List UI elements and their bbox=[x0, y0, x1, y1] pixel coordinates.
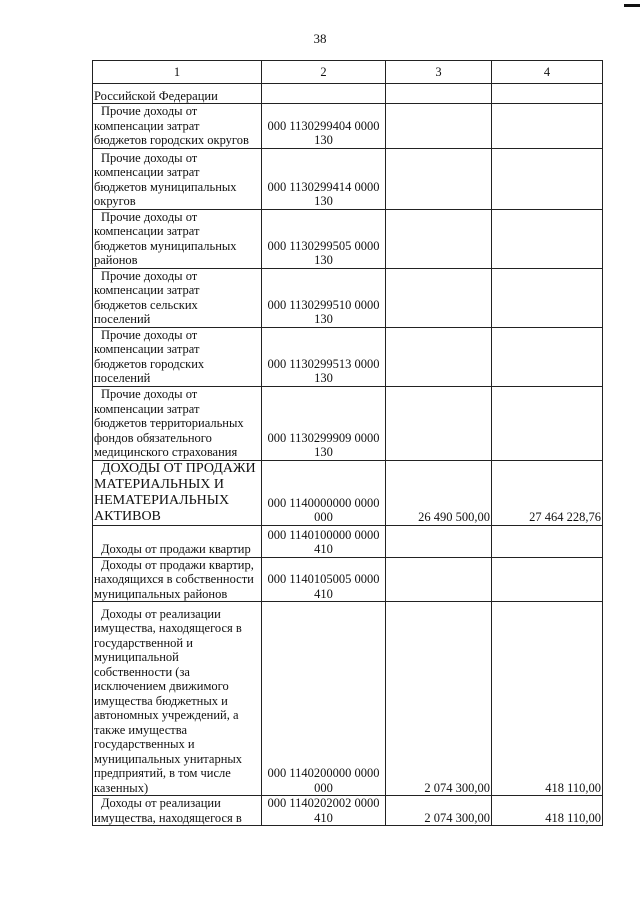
budget-table bbox=[92, 60, 603, 826]
page-number: 38 bbox=[313, 31, 327, 46]
row-name-line: компенсации затрат bbox=[94, 224, 200, 238]
row-name-line: НЕМАТЕРИАЛЬНЫХ bbox=[94, 492, 230, 508]
row-value-col3: 2 074 300,00 bbox=[386, 602, 492, 796]
row-code-line: 130 bbox=[314, 371, 333, 385]
row-code-cell bbox=[262, 84, 386, 104]
row-code-line: 130 bbox=[314, 445, 333, 459]
table-row bbox=[93, 327, 603, 386]
row-name-cell bbox=[93, 148, 262, 209]
row-name-line: бюджетов муниципальных bbox=[94, 179, 237, 194]
row-value-col4 bbox=[492, 148, 603, 209]
row-value-col3 bbox=[386, 525, 492, 557]
row-name-line: компенсации затрат bbox=[94, 283, 200, 297]
row-value-col3 bbox=[386, 84, 492, 104]
row-name-cell bbox=[93, 460, 262, 525]
row-name-line: исключением движимого bbox=[94, 679, 229, 693]
row-code-cell bbox=[262, 796, 386, 826]
row-name-cell bbox=[93, 386, 262, 460]
row-name-line: муниципальных унитарных bbox=[94, 751, 243, 766]
row-value-col4 bbox=[492, 268, 603, 327]
row-name-line: бюджетов муниципальных bbox=[94, 238, 237, 253]
row-code-cell bbox=[262, 104, 386, 149]
row-code-cell bbox=[262, 557, 386, 602]
row-code-line: 000 1130299404 0000 bbox=[267, 118, 380, 133]
row-name-line: казенных) bbox=[94, 780, 149, 795]
header-cell: 4 bbox=[492, 61, 603, 84]
row-code-cell bbox=[262, 209, 386, 268]
row-code-line: 000 1130299909 0000 bbox=[267, 430, 380, 445]
row-name-line: МАТЕРИАЛЬНЫХ И bbox=[94, 476, 225, 492]
header-cell: 1 bbox=[93, 61, 262, 84]
row-name-cell bbox=[93, 796, 262, 826]
row-name-line: Прочие доходы от bbox=[101, 209, 198, 224]
row-name-line: бюджетов городских округов bbox=[94, 133, 249, 147]
row-name-line: округов bbox=[94, 194, 136, 208]
row-value-col3: 26 490 500,00 bbox=[386, 460, 492, 525]
row-code-cell bbox=[262, 327, 386, 386]
row-code-cell bbox=[262, 386, 386, 460]
row-code-cell bbox=[262, 602, 386, 796]
table-row bbox=[93, 460, 603, 525]
row-value-col4 bbox=[492, 557, 603, 602]
table-row bbox=[93, 84, 603, 104]
row-name-line: Доходы от реализации bbox=[101, 606, 221, 621]
row-name-line: Прочие доходы от bbox=[101, 104, 198, 118]
row-value-col4: 27 464 228,76 bbox=[492, 460, 603, 525]
table-row bbox=[93, 525, 603, 557]
table-row bbox=[93, 209, 603, 268]
row-value-col3 bbox=[386, 209, 492, 268]
row-code-line: 130 bbox=[314, 312, 333, 326]
table-row bbox=[93, 268, 603, 327]
row-name-line: муниципальной bbox=[94, 650, 179, 664]
row-name-cell bbox=[93, 84, 262, 104]
row-code-line: 000 1140105005 0000 bbox=[267, 572, 380, 586]
row-name-line: находящихся в собственности bbox=[94, 572, 254, 586]
row-name-line: муниципальных районов bbox=[94, 586, 228, 601]
row-name-line: поселений bbox=[94, 371, 151, 385]
row-name-cell bbox=[93, 525, 262, 557]
row-code-cell bbox=[262, 460, 386, 525]
row-code-cell bbox=[262, 148, 386, 209]
row-name-line: государственных и bbox=[94, 737, 195, 751]
row-name-cell bbox=[93, 104, 262, 149]
table-row bbox=[93, 796, 603, 826]
row-name-line: компенсации затрат bbox=[94, 342, 200, 356]
row-code-line: 000 1130299513 0000 bbox=[267, 356, 380, 371]
row-name-cell bbox=[93, 209, 262, 268]
row-name-line: компенсации затрат bbox=[94, 165, 200, 179]
row-code-line: 000 bbox=[314, 510, 333, 524]
row-code-line: 000 1130299505 0000 bbox=[267, 238, 380, 253]
row-value-col4 bbox=[492, 327, 603, 386]
row-name-line: Доходы от продажи квартир bbox=[101, 542, 251, 556]
row-code-line: 130 bbox=[314, 253, 333, 267]
row-name-line: АКТИВОВ bbox=[94, 508, 161, 524]
row-name-line: компенсации затрат bbox=[94, 401, 200, 416]
row-name-line: автономных учреждений, а bbox=[94, 708, 239, 722]
corner-mark bbox=[624, 4, 640, 7]
row-name-line: фондов обязательного bbox=[94, 430, 212, 445]
row-code-line: 410 bbox=[314, 586, 333, 601]
header-cell: 2 bbox=[262, 61, 386, 84]
row-value-col3 bbox=[386, 386, 492, 460]
table-row bbox=[93, 602, 603, 796]
row-name-line: поселений bbox=[94, 312, 151, 326]
row-name-line: районов bbox=[94, 253, 138, 267]
table-header-row bbox=[93, 61, 603, 84]
row-value-col4 bbox=[492, 84, 603, 104]
row-name-line: компенсации затрат bbox=[94, 118, 200, 133]
row-name-line: Прочие доходы от bbox=[101, 268, 198, 283]
row-name-line: бюджетов городских bbox=[94, 356, 205, 371]
table-row bbox=[93, 557, 603, 602]
table-row bbox=[93, 148, 603, 209]
row-name-line: Прочие доходы от bbox=[101, 387, 198, 401]
row-name-line: собственности (за bbox=[94, 664, 190, 679]
row-code-line: 000 1140200000 0000 bbox=[267, 766, 380, 780]
row-value-col3 bbox=[386, 104, 492, 149]
row-value-col3 bbox=[386, 268, 492, 327]
row-name-line: Прочие доходы от bbox=[101, 327, 198, 342]
row-name-line: Доходы от реализации bbox=[101, 796, 221, 810]
row-name-line: имущества бюджетных и bbox=[94, 693, 228, 708]
row-name-cell bbox=[93, 602, 262, 796]
row-name-line: Прочие доходы от bbox=[101, 150, 198, 165]
table-row bbox=[93, 104, 603, 149]
row-name-line: предприятий, в том числе bbox=[94, 766, 231, 780]
row-name-cell bbox=[93, 327, 262, 386]
row-name-line: государственной и bbox=[94, 635, 193, 650]
row-code-cell bbox=[262, 525, 386, 557]
row-name-line: Доходы от продажи квартир, bbox=[101, 557, 254, 572]
row-code-line: 000 1140100000 0000 bbox=[267, 527, 380, 542]
row-value-col4 bbox=[492, 209, 603, 268]
row-code-line: 000 1130299414 0000 bbox=[267, 179, 380, 194]
row-value-col3: 2 074 300,00 bbox=[386, 796, 492, 826]
row-code-line: 410 bbox=[314, 810, 333, 825]
row-name-line: бюджетов территориальных bbox=[94, 416, 244, 430]
row-name-line: имущества, находящегося в bbox=[94, 810, 242, 825]
row-code-cell bbox=[262, 268, 386, 327]
row-name-cell bbox=[93, 557, 262, 602]
table-row bbox=[93, 386, 603, 460]
row-code-line: 130 bbox=[314, 133, 333, 147]
row-name-line: ДОХОДЫ ОТ ПРОДАЖИ bbox=[101, 460, 256, 476]
row-code-line: 000 bbox=[314, 780, 333, 795]
row-value-col4: 418 110,00 bbox=[492, 796, 603, 826]
row-name-line: Российской Федерации bbox=[94, 88, 218, 103]
row-value-col4 bbox=[492, 386, 603, 460]
row-name-cell bbox=[93, 268, 262, 327]
header-cell: 3 bbox=[386, 61, 492, 84]
row-code-line: 000 1130299510 0000 bbox=[267, 297, 380, 312]
row-name-line: медицинского страхования bbox=[94, 445, 238, 459]
row-value-col3 bbox=[386, 327, 492, 386]
row-value-col4: 418 110,00 bbox=[492, 602, 603, 796]
row-value-col4 bbox=[492, 104, 603, 149]
row-code-line: 410 bbox=[314, 542, 333, 556]
row-code-line: 130 bbox=[314, 194, 333, 208]
row-code-line: 000 1140000000 0000 bbox=[267, 495, 380, 510]
row-name-line: имущества, находящегося в bbox=[94, 621, 242, 635]
row-code-line: 000 1140202002 0000 bbox=[267, 796, 380, 810]
row-value-col3 bbox=[386, 557, 492, 602]
row-value-col4 bbox=[492, 525, 603, 557]
row-name-line: также имущества bbox=[94, 722, 188, 737]
row-value-col3 bbox=[386, 148, 492, 209]
row-name-line: бюджетов сельских bbox=[94, 297, 198, 312]
